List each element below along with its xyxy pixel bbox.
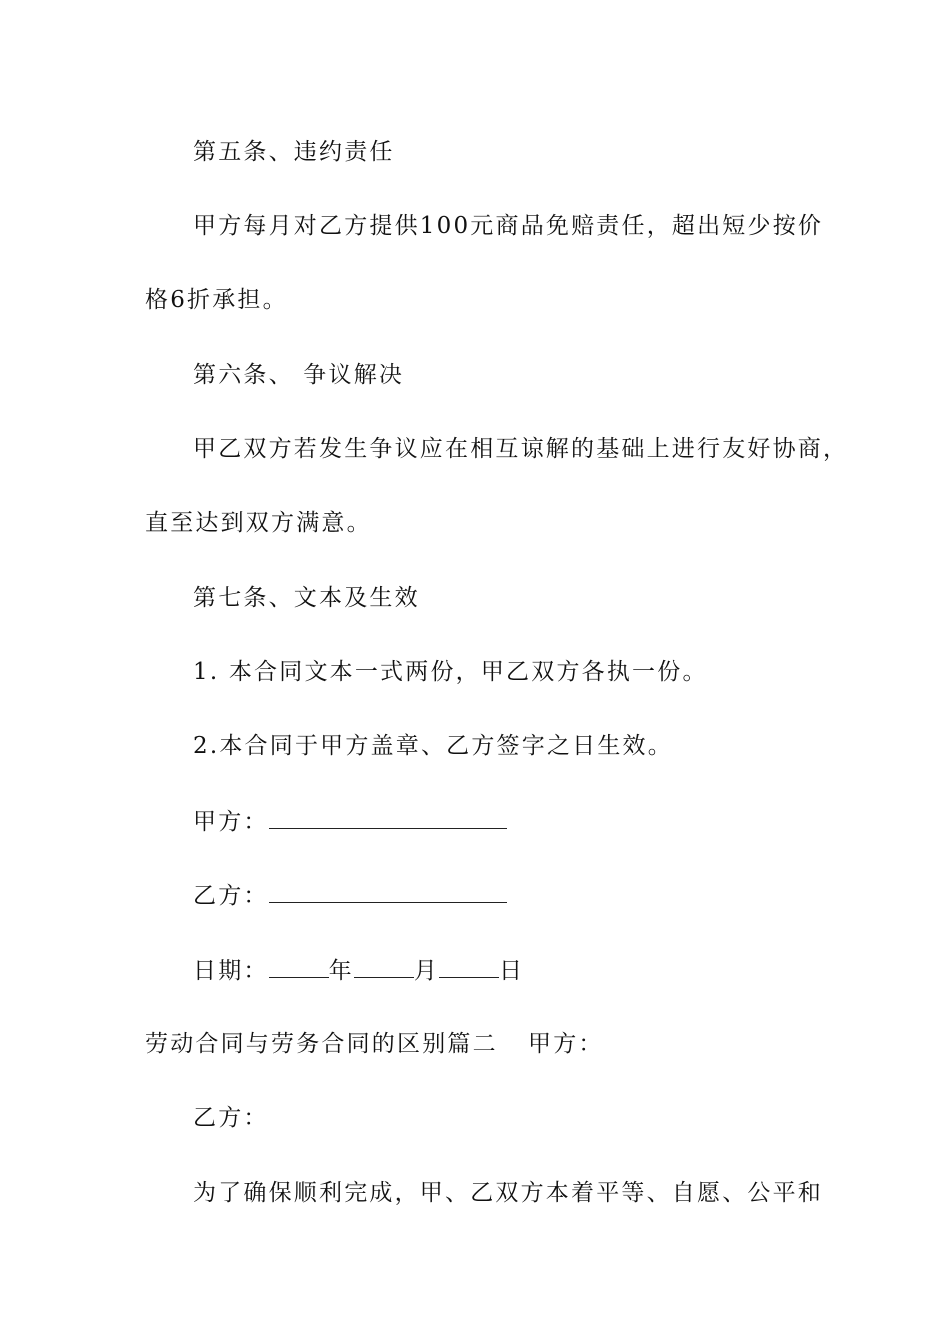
party-b-blank[interactable]: [269, 880, 507, 903]
party-a-label: 甲方：: [193, 809, 269, 835]
section-party-b-label: 乙方：: [193, 1105, 269, 1131]
section-party-a-label: 甲方：: [528, 1031, 604, 1057]
month-label: 月: [413, 958, 440, 984]
day-blank[interactable]: [439, 955, 499, 978]
day-label: 日: [499, 958, 525, 984]
section-title: 劳动合同与劳务合同的区别篇二: [145, 1031, 498, 1057]
clause-7-item-2: 2.本合同于甲方盖章、乙方签字之日生效。: [193, 733, 673, 759]
date-label: 日期：: [193, 958, 269, 984]
clause-6-heading: 第六条、 争议解决: [193, 362, 405, 388]
party-b-label: 乙方：: [193, 883, 269, 909]
clause-7-item-1: 1. 本合同文本一式两份，甲乙双方各执一份。: [193, 659, 708, 685]
date-line: [193, 955, 524, 986]
year-label: 年: [328, 958, 354, 984]
clause-6-text-line-2: 直至达到双方满意。: [145, 510, 372, 536]
section-intro-text: 为了确保顺利完成，甲、乙双方本着平等、自愿、公平和: [193, 1180, 823, 1206]
clause-6-text-line-1: 甲乙双方若发生争议应在相互谅解的基础上进行友好协商，: [193, 436, 849, 462]
party-b-signature-line: [193, 880, 507, 911]
party-a-signature-line: [193, 806, 507, 837]
clause-5-heading: 第五条、违约责任: [193, 139, 395, 165]
party-a-blank[interactable]: [269, 806, 507, 829]
clause-5-text-line-2: 格6折承担。: [145, 287, 288, 313]
clause-7-heading: 第七条、文本及生效: [193, 585, 420, 611]
month-blank[interactable]: [354, 955, 414, 978]
clause-5-text-line-1: 甲方每月对乙方提供100元商品免赔责任，超出短少按价: [193, 213, 824, 239]
year-blank[interactable]: [269, 955, 329, 978]
